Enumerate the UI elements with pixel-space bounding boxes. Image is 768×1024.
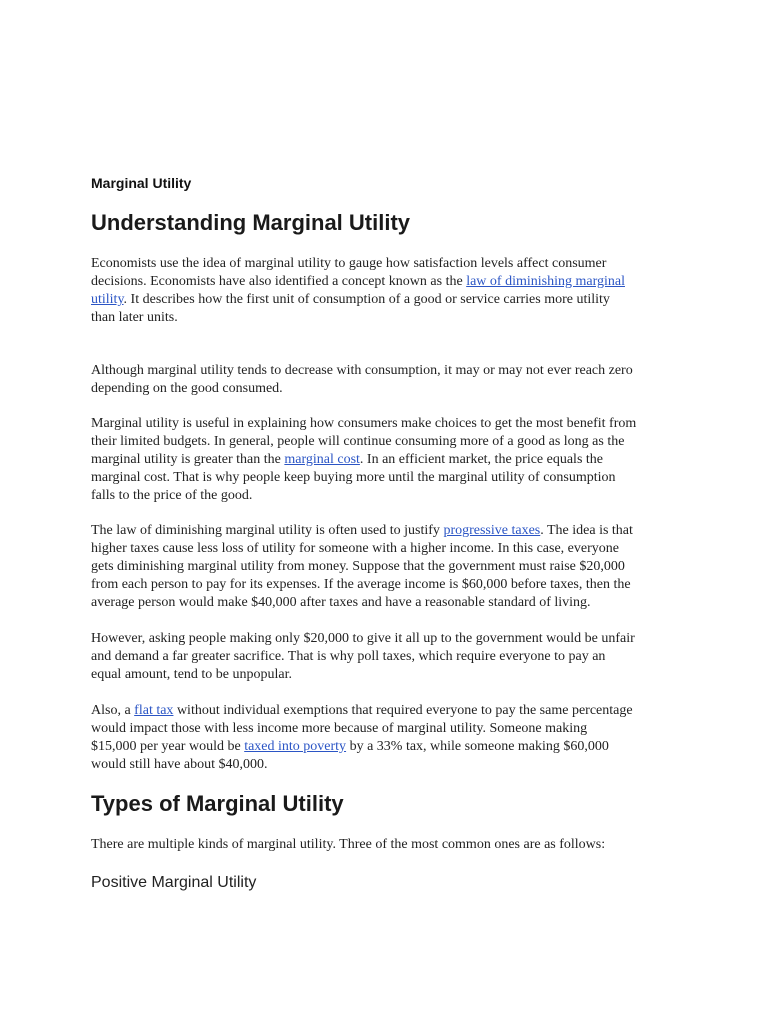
text-line [91, 738, 681, 756]
text-line: depending on the good consumed. [91, 381, 283, 396]
link-law-of-diminishing-marginal-utility-cont[interactable]: utility [91, 292, 124, 307]
text-line: equal amount, tend to be unpopular. [91, 667, 293, 682]
heading-types-of-marginal-utility: Types of Marginal Utility [91, 791, 344, 816]
link-marginal-cost[interactable]: marginal cost [284, 452, 360, 467]
paragraph-consumer-choices [91, 415, 681, 505]
text-line: average person would make $40,000 after taxes and have a reasonable standard of living. [91, 595, 591, 610]
text-line: There are multiple kinds of marginal utility. Three of the most common ones are as follows: [91, 837, 606, 852]
text-line: Marginal utility is useful in explaining how consumers make choices to get the most benefit from [91, 416, 637, 431]
text-line [91, 451, 681, 469]
section-kicker: Marginal Utility [91, 175, 192, 191]
paragraph-flat-tax [91, 702, 681, 774]
text-line [91, 522, 681, 540]
text-segment: The law of diminishing marginal utility is often used to justify [91, 523, 444, 538]
text-segment: without individual exemptions that required everyone to pay the same percentage [173, 703, 633, 718]
text-segment: . It describes how the first unit of consumption of a good or service carries more utility [123, 292, 610, 307]
text-line: Although marginal utility tends to decrease with consumption, it may or may not ever reach zero [91, 363, 633, 378]
text-line: However, asking people making only $20,000 to give it all up to the government would be unfair [91, 631, 635, 646]
text-segment: Also, a [91, 703, 135, 718]
text-line [91, 291, 681, 309]
text-line: than later units. [91, 310, 178, 325]
text-segment: . The idea is that [540, 523, 633, 538]
text-segment: by a 33% tax, while someone making $60,000 [346, 739, 609, 754]
text-line: marginal cost. That is why people keep buying more until the marginal utility of consumption [91, 470, 616, 485]
text-line: gets diminishing marginal utility from money. Suppose that the government must raise $20,000 [91, 559, 625, 574]
text-line: their limited budgets. In general, people will continue consuming more of a good as long as the [91, 434, 625, 449]
text-segment: $15,000 per year would be [91, 739, 245, 754]
text-line: from each person to pay for its expenses. If the average income is $60,000 before taxes, then the [91, 577, 631, 592]
paragraph-poll-taxes [91, 630, 681, 684]
link-law-of-diminishing-marginal-utility[interactable]: law of diminishing marginal [466, 274, 625, 289]
text-line: would still have about $40,000. [91, 757, 268, 772]
text-line: higher taxes cause less loss of utility for someone with a higher income. In this case, everyone [91, 541, 619, 556]
text-line [91, 702, 681, 720]
text-segment: decisions. Economists have also identified a concept known as the [91, 274, 467, 289]
link-flat-tax[interactable]: flat tax [134, 703, 174, 718]
text-line: would impact those with less income more because of marginal utility. Someone making [91, 721, 588, 736]
heading-understanding-marginal-utility: Understanding Marginal Utility [91, 210, 411, 235]
paragraph-types-intro [91, 836, 681, 854]
text-line: and demand a far greater sacrifice. That is why poll taxes, which require everyone to pay an [91, 649, 606, 664]
paragraph-intro [91, 255, 681, 327]
link-taxed-into-poverty[interactable]: taxed into poverty [244, 739, 347, 754]
paragraph-zero-utility [91, 362, 681, 398]
subheading-positive-marginal-utility: Positive Marginal Utility [91, 874, 257, 891]
text-segment: marginal utility is greater than the [91, 452, 285, 467]
link-progressive-taxes[interactable]: progressive taxes [443, 523, 541, 538]
text-line [91, 273, 681, 291]
text-segment: . In an efficient market, the price equals the [359, 452, 604, 467]
text-line: falls to the price of the good. [91, 488, 253, 503]
text-line: Economists use the idea of marginal utility to gauge how satisfaction levels affect consumer [91, 256, 607, 271]
paragraph-progressive-taxes [91, 522, 681, 612]
